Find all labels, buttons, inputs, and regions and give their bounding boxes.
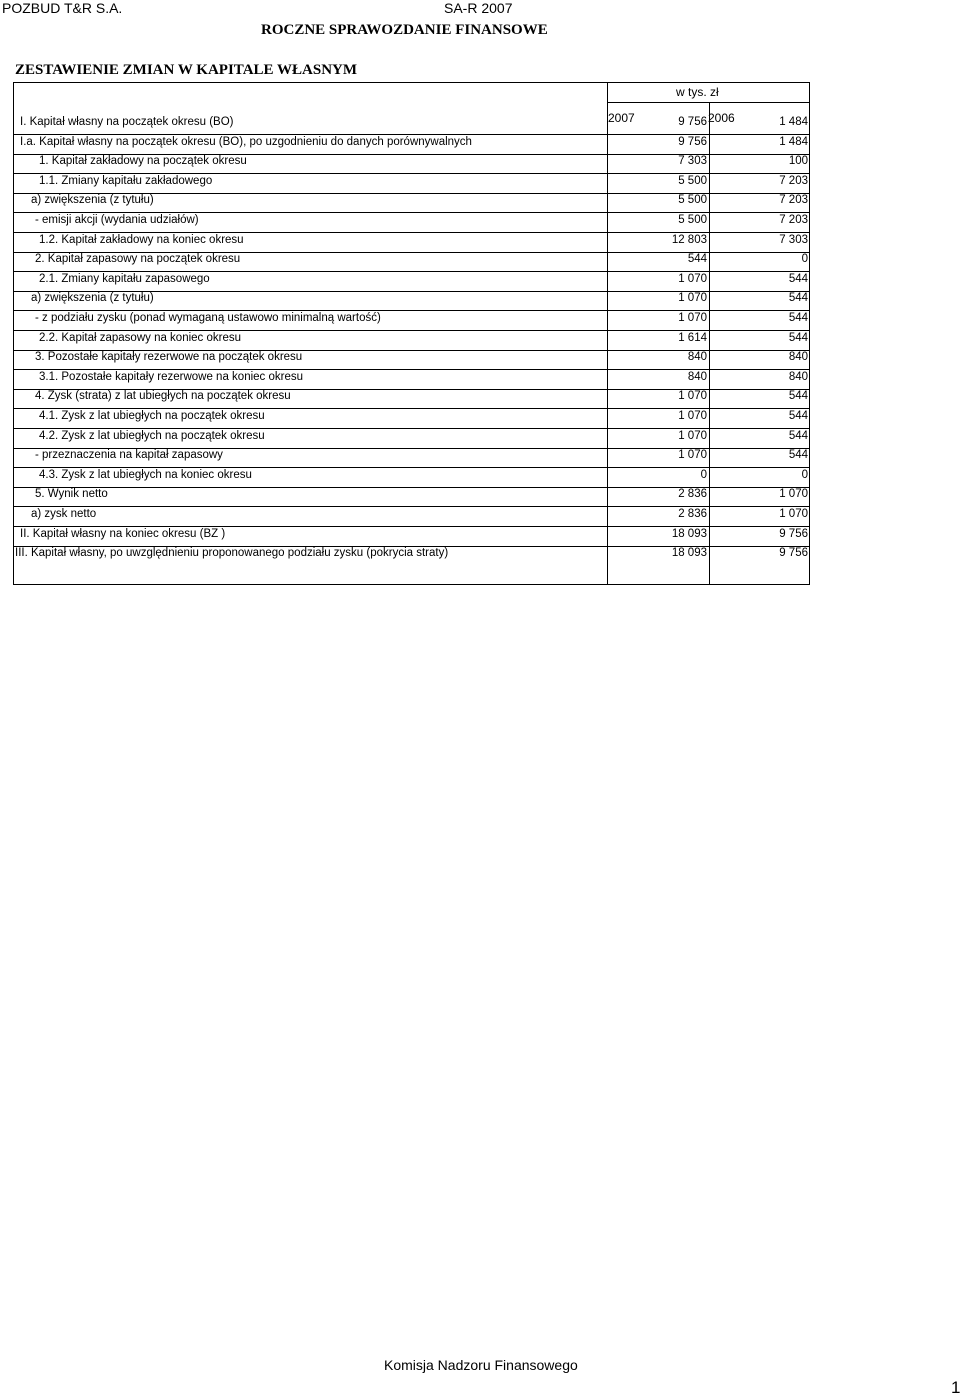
value-2006: 100	[788, 155, 808, 167]
row-label: 4. Zysk (strata) z lat ubiegłych na początek okresu	[35, 390, 291, 402]
row-label: II. Kapitał własny na koniec okresu (BZ )	[20, 528, 226, 540]
value-2007: 1 070	[678, 273, 707, 285]
table-row	[13, 429, 810, 448]
value-2007: 1 070	[678, 430, 707, 442]
value-2007: 0	[700, 469, 707, 481]
value-2006: 544	[788, 332, 808, 344]
value-2006: 7 203	[779, 194, 808, 206]
row-label: a) zysk netto	[31, 508, 97, 520]
value-2007: 5 500	[678, 214, 707, 226]
table-row	[13, 448, 810, 467]
value-2006: 1 484	[779, 116, 808, 128]
footer-issuer: Komisja Nadzoru Finansowego	[384, 1357, 578, 1373]
table-row	[13, 389, 810, 408]
value-2006: 7 203	[779, 175, 808, 187]
row-label: 1. Kapitał zakładowy na początek okresu	[39, 155, 247, 167]
table-row	[13, 311, 810, 330]
value-2006: 1 070	[779, 488, 808, 500]
value-2006: 544	[788, 312, 808, 324]
row-label: 2. Kapitał zapasowy na początek okresu	[35, 253, 241, 265]
value-2007: 1 070	[678, 292, 707, 304]
column-header-2007: 2007	[608, 111, 635, 125]
table-row	[13, 546, 810, 565]
company-name: POZBUD T&R S.A.	[2, 0, 123, 16]
column-header-2006: 2006	[708, 111, 735, 125]
table-row	[13, 233, 810, 252]
value-2007: 1 070	[678, 410, 707, 422]
table-row	[13, 115, 810, 134]
value-2007: 1 070	[678, 390, 707, 402]
value-2006: 1 484	[779, 136, 808, 148]
value-2007: 7 303	[678, 155, 707, 167]
value-2006: 7 203	[779, 214, 808, 226]
value-2007: 5 500	[678, 194, 707, 206]
table-row	[13, 272, 810, 291]
value-2007: 18 093	[671, 528, 707, 540]
value-2007: 12 803	[671, 234, 707, 246]
table-row	[13, 291, 810, 310]
row-label: a) zwiększenia (z tytułu)	[31, 194, 154, 206]
value-2006: 1 070	[779, 508, 808, 520]
value-2007: 18 093	[671, 547, 707, 559]
table-row	[13, 213, 810, 232]
page-number: 1	[951, 1378, 960, 1397]
value-2006: 544	[788, 273, 808, 285]
section-title: ZESTAWIENIE ZMIAN W KAPITALE WŁASNYM	[15, 62, 358, 78]
row-label: III. Kapitał własny, po uwzględnieniu proponowanego podziału zysku (pokrycia straty)	[15, 547, 449, 559]
row-label: - emisji akcji (wydania udziałów)	[35, 214, 199, 226]
table-row	[13, 154, 810, 173]
value-2006: 9 756	[779, 528, 808, 540]
row-label: 3. Pozostałe kapitały rezerwowe na początek okresu	[35, 351, 303, 363]
value-2006: 544	[788, 449, 808, 461]
value-2006: 9 756	[779, 547, 808, 559]
value-2007: 9 756	[678, 136, 707, 148]
row-label: 1.2. Kapitał zakładowy na koniec okresu	[39, 234, 244, 246]
table-row	[13, 370, 810, 389]
row-label: 4.1. Zysk z lat ubiegłych na początek okresu	[39, 410, 265, 422]
value-2006: 840	[788, 351, 808, 363]
table-row	[13, 331, 810, 350]
value-2007: 544	[687, 253, 707, 265]
value-2007: 1 614	[678, 332, 707, 344]
row-label: 5. Wynik netto	[35, 488, 108, 500]
value-2007: 2 836	[678, 508, 707, 520]
table-row	[13, 507, 810, 526]
value-2007: 2 836	[678, 488, 707, 500]
value-2006: 544	[788, 390, 808, 402]
value-2006: 0	[801, 469, 808, 481]
value-2007: 1 070	[678, 312, 707, 324]
table-row	[13, 409, 810, 428]
value-2007: 5 500	[678, 175, 707, 187]
header-divider	[607, 82, 608, 103]
value-2006: 7 303	[779, 234, 808, 246]
row-label: 3.1. Pozostałe kapitały rezerwowe na koniec okresu	[39, 371, 304, 383]
table-row	[13, 527, 810, 546]
row-label: 4.2. Zysk z lat ubiegłych na początek okresu	[39, 430, 265, 442]
unit-label: w tys. zł	[676, 85, 719, 99]
table-row	[13, 193, 810, 212]
row-label: - przeznaczenia na kapitał zapasowy	[35, 449, 223, 461]
form-code: SA-R 2007	[444, 0, 513, 16]
row-label: - z podziału zysku (ponad wymaganą ustawowo minimalną wartość)	[35, 312, 381, 324]
row-label: 1.1. Zmiany kapitału zakładowego	[39, 175, 213, 187]
value-2006: 544	[788, 430, 808, 442]
table-row	[13, 350, 810, 369]
value-2007: 840	[687, 371, 707, 383]
report-title: ROCZNE SPRAWOZDANIE FINANSOWE	[261, 22, 548, 38]
value-2007: 840	[687, 351, 707, 363]
row-label: I.a. Kapitał własny na początek okresu (BO), po uzgodnieniu do danych porównywalnych	[20, 136, 472, 148]
value-2006: 0	[801, 253, 808, 265]
value-2007: 1 070	[678, 449, 707, 461]
row-label: 4.3. Zysk z lat ubiegłych na koniec okresu	[39, 469, 252, 481]
row-label: a) zwiększenia (z tytułu)	[31, 292, 154, 304]
table-row	[13, 487, 810, 506]
table-row	[13, 174, 810, 193]
value-2007: 9 756	[678, 116, 707, 128]
row-label: 2.2. Kapitał zapasowy na koniec okresu	[39, 332, 242, 344]
value-2006: 544	[788, 292, 808, 304]
value-2006: 840	[788, 371, 808, 383]
table-row	[13, 135, 810, 154]
table-row	[13, 252, 810, 271]
row-label: 2.1. Zmiany kapitału zapasowego	[39, 273, 210, 285]
table-row	[13, 468, 810, 487]
value-2006: 544	[788, 410, 808, 422]
row-label: I. Kapitał własny na początek okresu (BO)	[20, 116, 234, 128]
